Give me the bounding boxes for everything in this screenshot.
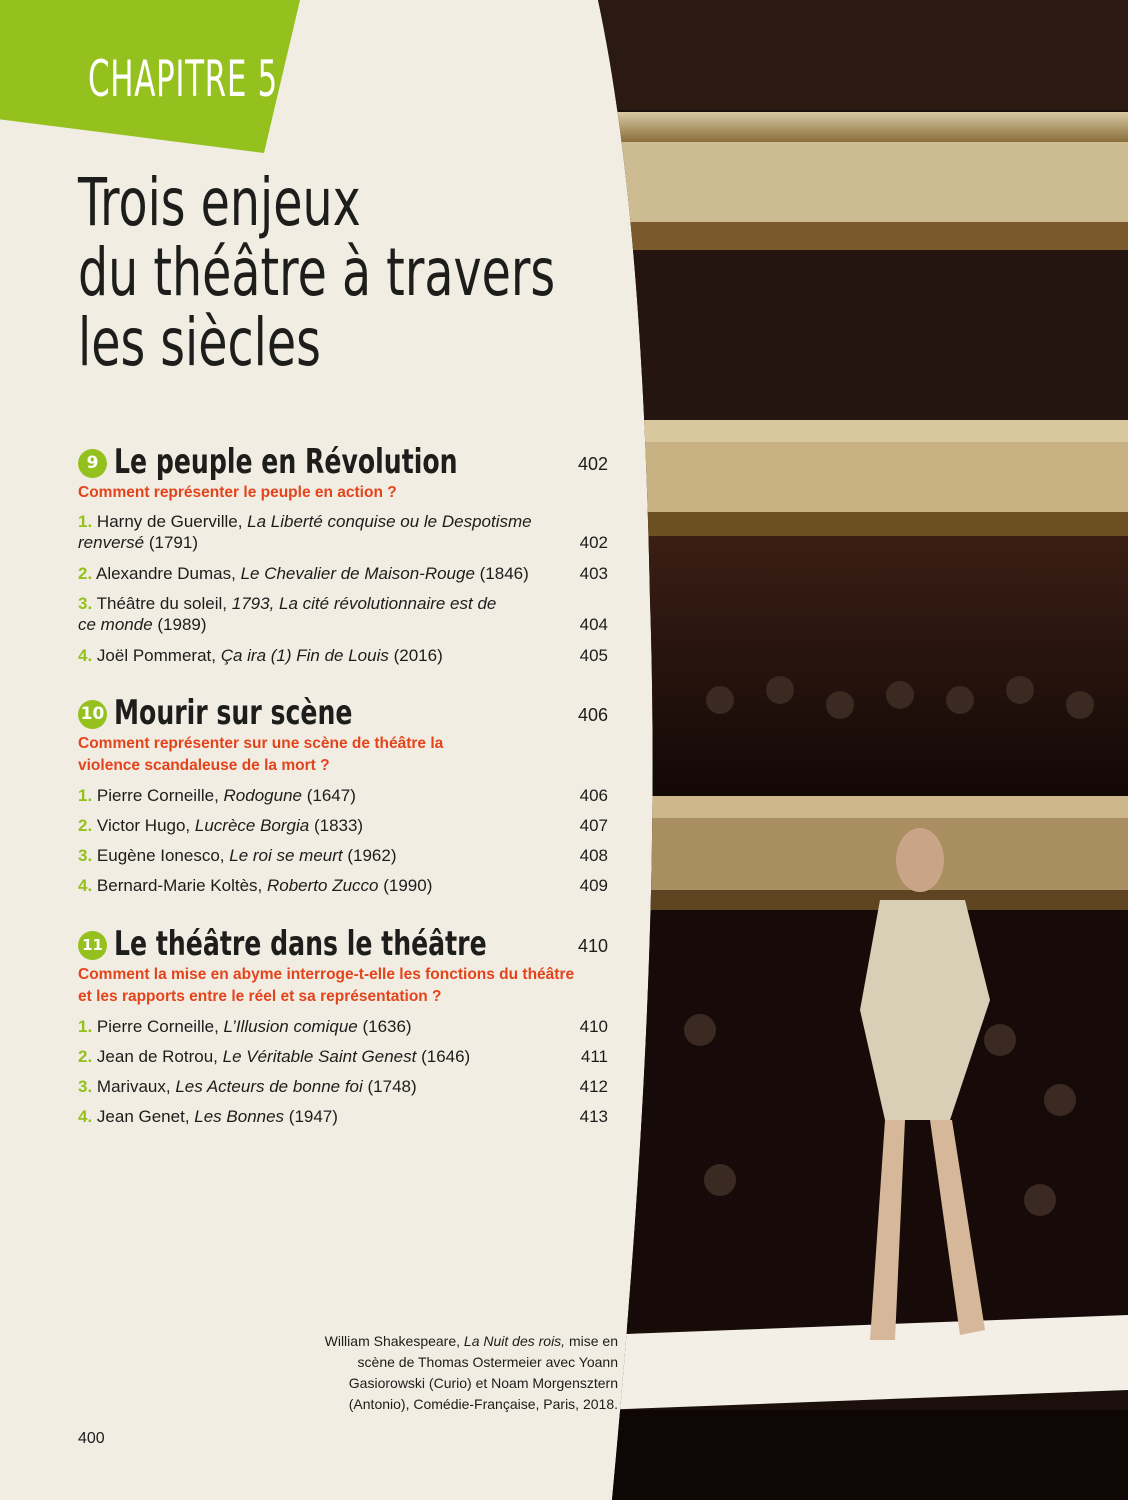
- entry-year: (1748): [362, 1077, 417, 1096]
- entry-year: (1636): [357, 1017, 412, 1036]
- entry-number: 3.: [78, 594, 93, 613]
- toc-entry[interactable]: [78, 785, 608, 806]
- entry-number: 4.: [78, 876, 93, 895]
- entry-work: Lucrèce Borgia: [194, 816, 310, 835]
- entry-page: 409: [579, 876, 608, 895]
- entry-author: Eugène Ionesco,: [96, 846, 230, 865]
- entry-year: (1791): [144, 533, 199, 552]
- section-page: 402: [577, 454, 608, 474]
- toc-entry[interactable]: [78, 1106, 608, 1127]
- toc-entry[interactable]: [78, 815, 608, 836]
- entry-page: 403: [579, 564, 608, 583]
- entry-page: 408: [579, 846, 608, 865]
- entry-number: 3.: [78, 1077, 93, 1096]
- entry-author: Victor Hugo,: [96, 816, 195, 835]
- toc-entry[interactable]: [78, 875, 608, 896]
- entry-page: 406: [579, 786, 608, 805]
- section-question: Comment la mise en abyme interroge-t-elle les fonctions du théâtre et les rapports entre le réel et sa représentation ?: [78, 966, 575, 1005]
- entry-work: La Liberté conquise ou le Despotisme renversé: [78, 512, 532, 552]
- entry-author: Bernard-Marie Koltès,: [96, 876, 267, 895]
- entry-number: 2.: [78, 564, 93, 583]
- entry-number: 2.: [78, 1047, 93, 1066]
- entry-page: 404: [579, 615, 608, 634]
- section-11-heading: [78, 924, 608, 964]
- entry-year: (2016): [388, 646, 443, 665]
- entry-work: L’Illusion comique: [223, 1017, 358, 1036]
- section-title: Mourir sur scène: [114, 693, 353, 733]
- toc-entry[interactable]: [78, 563, 608, 584]
- section-number-badge: 9: [78, 449, 107, 478]
- entry-number: 2.: [78, 816, 93, 835]
- section-number-badge: 10: [78, 700, 107, 729]
- entry-number: 1.: [78, 1017, 93, 1036]
- entry-work: Le roi se meurt: [229, 846, 343, 865]
- toc-entry[interactable]: [78, 1046, 608, 1067]
- toc-entry[interactable]: [78, 645, 608, 666]
- title-line: Trois enjeux: [78, 164, 361, 241]
- toc-entry[interactable]: [78, 593, 608, 635]
- entry-year: (1989): [152, 615, 207, 634]
- entry-year: (1990): [378, 876, 433, 895]
- section-title: Le peuple en Révolution: [114, 442, 458, 482]
- title-line: du théâtre à travers: [78, 234, 556, 311]
- section-page: 410: [577, 936, 608, 956]
- entry-work: Les Bonnes: [194, 1107, 285, 1126]
- entry-year: (1846): [474, 564, 529, 583]
- entry-author: Jean Genet,: [96, 1107, 195, 1126]
- entry-work: 1793, La cité révolutionnaire est de ce monde: [78, 594, 497, 634]
- entry-number: 3.: [78, 846, 93, 865]
- entry-author: Pierre Corneille,: [96, 786, 224, 805]
- section-number-badge: 11: [78, 931, 107, 960]
- section-question: Comment représenter le peuple en action ?: [78, 484, 397, 501]
- toc-entry[interactable]: [78, 511, 608, 553]
- entry-page: 410: [579, 1017, 608, 1036]
- entry-work: Ça ira (1) Fin de Louis: [220, 646, 389, 665]
- section-question: Comment représenter sur une scène de théâtre la violence scandaleuse de la mort ?: [78, 735, 444, 774]
- entry-author: Harny de Guerville,: [96, 512, 248, 531]
- entry-work: Roberto Zucco: [267, 876, 379, 895]
- entry-author: Marivaux,: [96, 1077, 176, 1096]
- entry-page: 413: [579, 1107, 608, 1126]
- photo-caption: [288, 1331, 618, 1415]
- caption-author: William Shakespeare,: [324, 1333, 464, 1349]
- toc-entry[interactable]: [78, 1076, 608, 1097]
- toc-entry[interactable]: [78, 1016, 608, 1037]
- entry-page: 412: [579, 1077, 608, 1096]
- entry-author: Alexandre Dumas,: [95, 564, 241, 583]
- entry-author: Joël Pommerat,: [96, 646, 221, 665]
- entry-work: Les Acteurs de bonne foi: [175, 1077, 363, 1096]
- caption-work: La Nuit des rois,: [463, 1333, 566, 1349]
- entry-year: (1962): [342, 846, 397, 865]
- page-number: 400: [78, 1430, 105, 1447]
- entry-work: Rodogune: [223, 786, 302, 805]
- chapter-label: CHAPITRE 5: [88, 50, 278, 108]
- entry-year: (1646): [416, 1047, 471, 1066]
- entry-year: (1947): [284, 1107, 338, 1126]
- section-10-heading: [78, 693, 608, 733]
- entry-number: 1.: [78, 786, 93, 805]
- entry-author: Jean de Rotrou,: [96, 1047, 223, 1066]
- entry-number: 4.: [78, 646, 93, 665]
- toc-entry[interactable]: [78, 845, 608, 866]
- entry-author: Théâtre du soleil,: [96, 594, 232, 613]
- section-page: 406: [577, 705, 608, 725]
- entry-author: Pierre Corneille,: [96, 1017, 224, 1036]
- page-title: [78, 164, 582, 381]
- entry-page: 405: [579, 646, 608, 665]
- entry-year: (1647): [302, 786, 356, 805]
- entry-work: Le Véritable Saint Genest: [222, 1047, 417, 1066]
- caption-rest: mise en scène de Thomas Ostermeier avec Yoann Gasiorowski (Curio) et Noam Morgensztern (Antonio), Comédie-Française, Paris, 2018.: [348, 1333, 618, 1412]
- entry-page: 411: [580, 1047, 608, 1066]
- entry-number: 1.: [78, 512, 93, 531]
- entry-number: 4.: [78, 1107, 93, 1126]
- entry-work: Le Chevalier de Maison-Rouge: [240, 564, 475, 583]
- entry-page: 402: [579, 533, 608, 552]
- title-line: les siècles: [78, 304, 321, 381]
- section-9-heading: [78, 442, 608, 482]
- section-title: Le théâtre dans le théâtre: [114, 924, 487, 964]
- entry-year: (1833): [309, 816, 364, 835]
- entry-page: 407: [579, 816, 608, 835]
